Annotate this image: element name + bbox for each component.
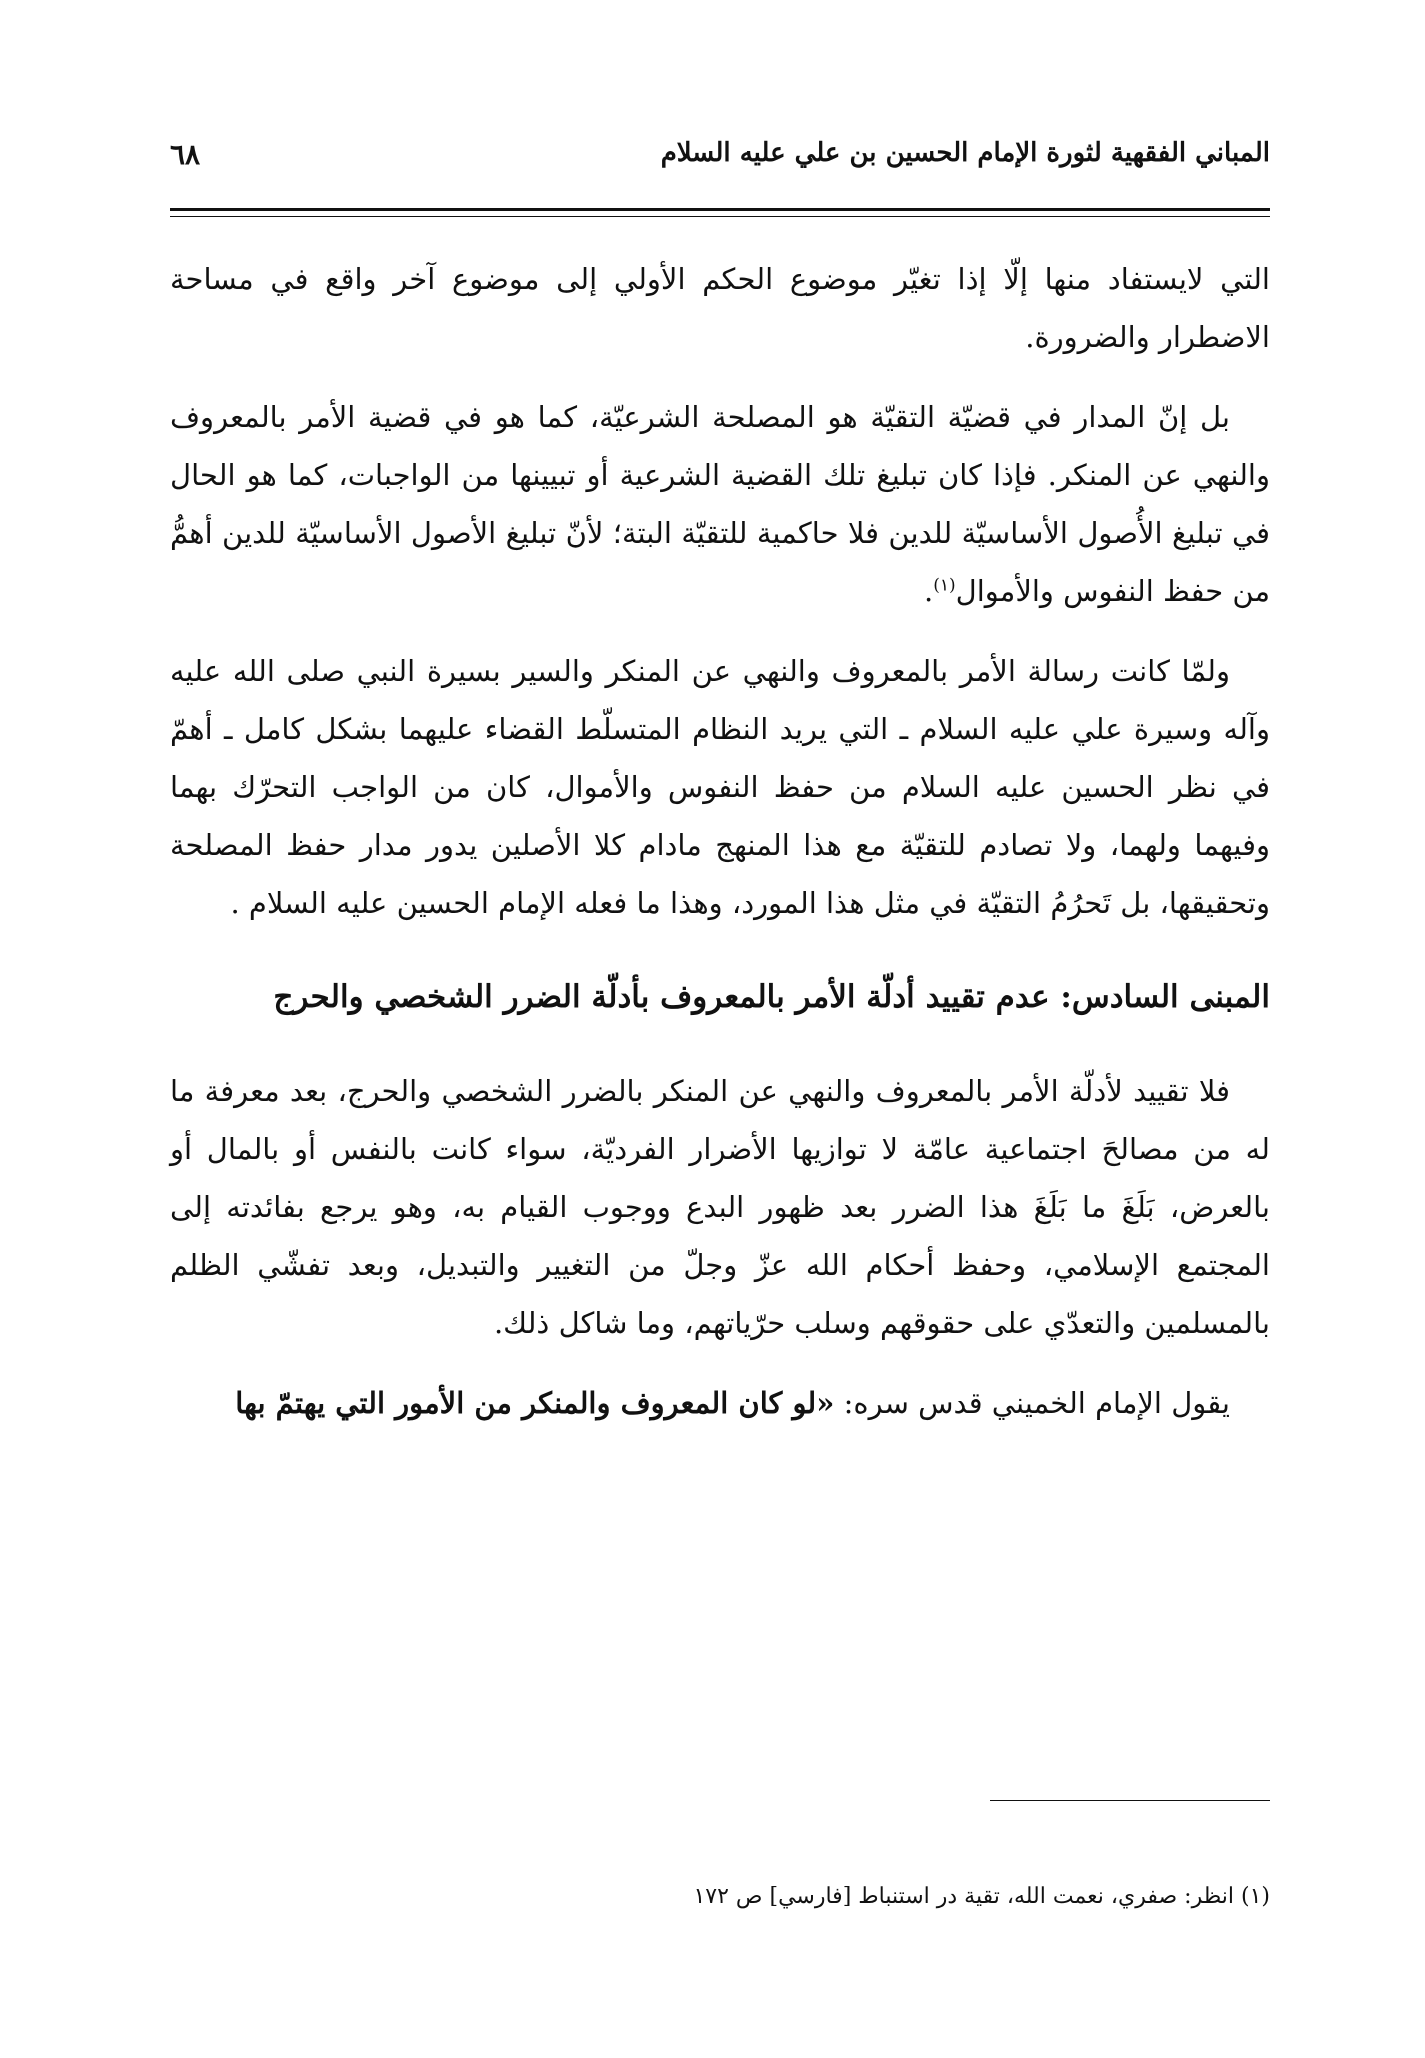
paragraph-5	[170, 1374, 1270, 1432]
header-title: المباني الفقهية لثورة الإمام الحسين بن علي عليه السلام	[660, 138, 1270, 168]
running-header	[170, 130, 1270, 190]
header-rule-thin	[170, 216, 1270, 217]
paragraph-2-text: بل إنّ المدار في قضيّة التقيّة هو المصلحة الشرعيّة، كما هو في قضية الأمر بالمعروف والنهي عن المنكر. فإذا كان تبليغ تلك القضية الشرعية أو تبيينها من الواجبات، كما هو الحال في تبليغ الأُصول الأساسيّة للدين فلا حاكمية للتقيّة البتة؛ لأنّ تبليغ الأصول الأساسيّة للدين أهمُّ من حفظ النفوس والأموال	[170, 400, 1270, 608]
page-number: ٦٨	[170, 138, 201, 171]
paragraph-4: فلا تقييد لأدلّة الأمر بالمعروف والنهي عن المنكر بالضرر الشخصي والحرج، بعد معرفة ما له من مصالحَ اجتماعية عامّة لا توازيها الأضرار الفرديّة، سواء كانت بالنفس أو بالمال أو بالعرض، بَلَغَ ما بَلَغَ هذا الضرر بعد ظهور البدع ووجوب القيام به، وهو يرجع بفائدته إلى المجتمع الإسلامي، وحفظ أحكام الله عزّ وجلّ من التغيير والتبديل، وبعد تفشّي الظلم بالمسلمين والتعدّي على حقوقهم وسلب حرّياتهم، وما شاكل ذلك.	[170, 1074, 1270, 1340]
document-page	[170, 110, 1270, 2010]
footnote-reference[interactable]: (١)	[933, 575, 956, 596]
footnote: (١) انظر: صفري، نعمت الله، تقية در استنباط [فارسي] ص ١٧٢	[693, 1884, 1270, 1909]
paragraph-2: بل إنّ المدار في قضيّة التقيّة هو المصلحة الشرعيّة، كما هو في قضية الأمر بالمعروف والنهي عن المنكر. فإذا كان تبليغ تلك القضية الشرعية أو تبيينها من الواجبات، كما هو الحال في تبليغ الأُصول الأساسيّة للدين فلا حاكمية للتقيّة البتة؛ لأنّ تبليغ الأصول الأساسيّة للدين أهمُّ من حفظ النفوس والأموال$^{(١)}$.	[170, 400, 1270, 608]
paragraph-3: ولمّا كانت رسالة الأمر بالمعروف والنهي عن المنكر والسير بسيرة النبي صلى الله عليه وآله وسيرة علي عليه السلام ـ التي يريد النظام المتسلّط القضاء عليهما بشكل كامل ـ أهمّ في نظر الحسين عليه السلام من حفظ النفوس والأموال، كان من الواجب التحرّك بهما وفيهما ولهما، ولا تصادم للتقيّة مع هذا المنهج مادام كلا الأصلين يدور مدار حفظ المصلحة وتحقيقها، بل تَحرُمُ التقيّة في مثل هذا المورد، وهذا ما فعله الإمام الحسين عليه السلام .	[170, 654, 1270, 920]
footnote-rule	[990, 1800, 1270, 1801]
quote-text: «لو كان المعروف والمنكر من الأمور التي يهتمّ بها	[235, 1386, 835, 1420]
paragraph-1: التي لايستفاد منها إلّا إذا تغيّر موضوع الحكم الأولي إلى موضوع آخر واقع في مساحة الاضطرار والضرورة.	[170, 262, 1270, 354]
section-heading: المبنى السادس: عدم تقييد أدلّة الأمر بالمعروف بأدلّة الضرر الشخصي والحرج	[273, 979, 1270, 1015]
quote-intro: يقول الإمام الخميني قدس سره:	[843, 1386, 1230, 1420]
header-rule	[170, 208, 1270, 211]
body-text	[170, 250, 1270, 1454]
